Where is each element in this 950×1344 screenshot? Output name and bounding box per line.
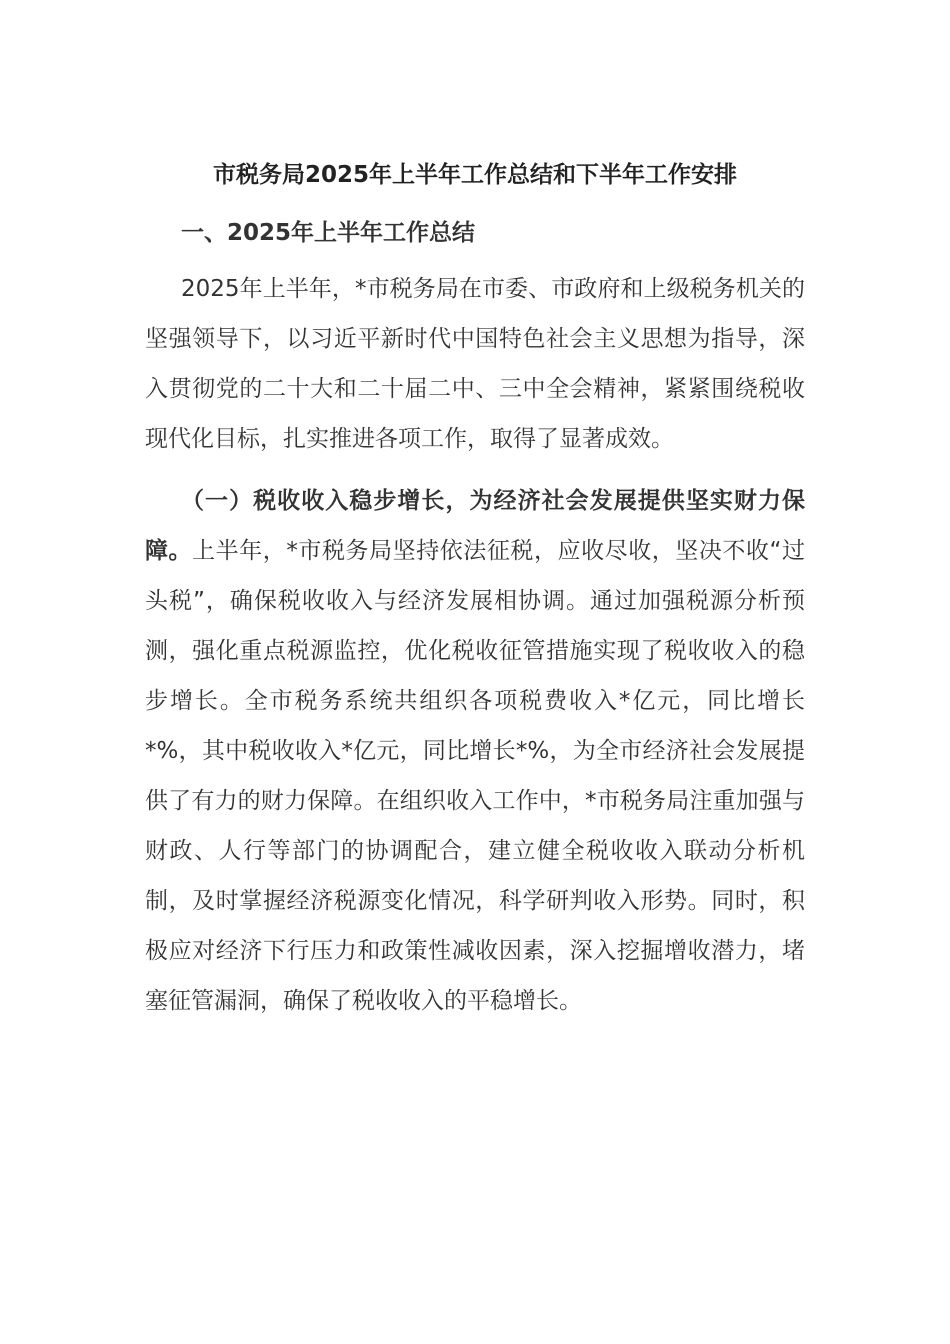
document-body — [145, 150, 805, 1026]
subsection-paragraph — [145, 476, 805, 1026]
paragraph-text: 2025年上半年，*市税务局在市委、市政府和上级税务机关的坚强领导下，以习近平新时代中国特色社会主义思想为指导，深入贯彻党的二十大和二十届二中、三中全会精神，紧紧围绕税收现代化目标，扎实推进各项工作，取得了显著成效。 — [145, 276, 805, 452]
intro-paragraph — [145, 264, 805, 464]
document-title: 市税务局2025年上半年工作总结和下半年工作安排 — [212, 162, 737, 188]
section-heading: 一、2025年上半年工作总结 — [181, 220, 476, 246]
paragraph-text: 上半年，*市税务局坚持依法征税，应收尽收，坚决不收“过头税”，确保税收收入与经济发展相协调。通过加强税源分析预测，强化重点税源监控，优化税收征管措施实现了税收收入的稳步增长。全市税务系统共组织各项税费收入*亿元，同比增长*%，其中税收收入*亿元，同比增长*%，为全市经济社会发展提供了有力的财力保障。在组织收入工作中，*市税务局注重加强与财政、人行等部门的协调配合，建立健全税收收入联动分析机制，及时掌握经济税源变化情况，科学研判收入形势。同时，积极应对经济下行压力和政策性减收因素，深入挖掘增收潜力，堵塞征管漏洞，确保了税收收入的平稳增长。 — [145, 538, 806, 1014]
subsection-heading: （一）税收收入稳步增长，为经济社会发展提供坚实财力保障。 — [145, 488, 805, 564]
